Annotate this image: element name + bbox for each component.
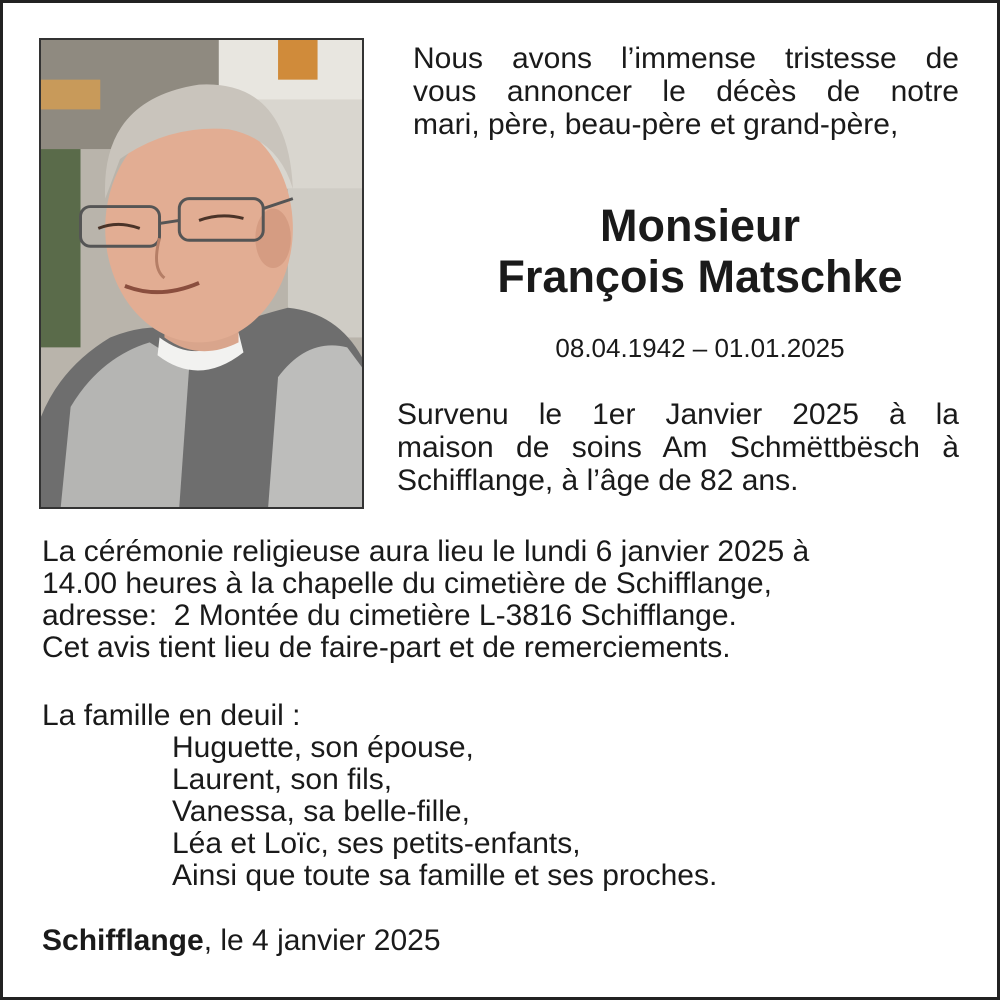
death-details-line: Schifflange, à l’âge de 82 ans. [397,464,799,497]
deceased-name: François Matschke [497,251,903,302]
closing-place: Schifflange [42,924,204,957]
intro-line: Nous avons l’immense tristesse de [413,42,959,75]
announcement-intro [413,42,959,141]
deceased-name-block [430,200,970,302]
ceremony-details [42,536,942,664]
family-section [42,700,942,892]
closing-line [42,924,742,958]
family-members-list [42,732,942,892]
ceremony-line: adresse: 2 Montée du cimetière L-3816 Schifflange. [42,599,737,632]
death-details-line: Survenu le 1er Janvier 2025 à la [397,398,959,431]
ceremony-line: La cérémonie religieuse aura lieu le lundi 6 janvier 2025 à [42,535,810,568]
family-member: Laurent, son fils, [172,763,393,796]
family-member: Vanessa, sa belle-fille, [172,795,470,828]
ceremony-line: 14.00 heures à la chapelle du cimetière de Schifflange, [42,567,772,600]
ceremony-line: Cet avis tient lieu de faire-part et de remerciements. [42,631,731,664]
closing-date: , le 4 janvier 2025 [203,924,441,957]
death-details [397,398,959,497]
deceased-title: Monsieur [599,200,801,251]
portrait-photo [39,38,364,509]
family-member: Ainsi que toute sa famille et ses proches. [172,859,718,892]
intro-line: mari, père, beau-père et grand-père, [413,108,899,141]
family-heading: La famille en deuil : [42,699,301,732]
intro-line: vous annoncer le décès de notre [413,75,959,108]
life-dates: 08.04.1942 – 01.01.2025 [555,333,845,363]
portrait-illustration [41,40,362,507]
family-member: Huguette, son épouse, [172,731,474,764]
death-details-line: maison de soins Am Schmëttbësch à [397,431,959,464]
family-member: Léa et Loïc, ses petits-enfants, [172,827,581,860]
